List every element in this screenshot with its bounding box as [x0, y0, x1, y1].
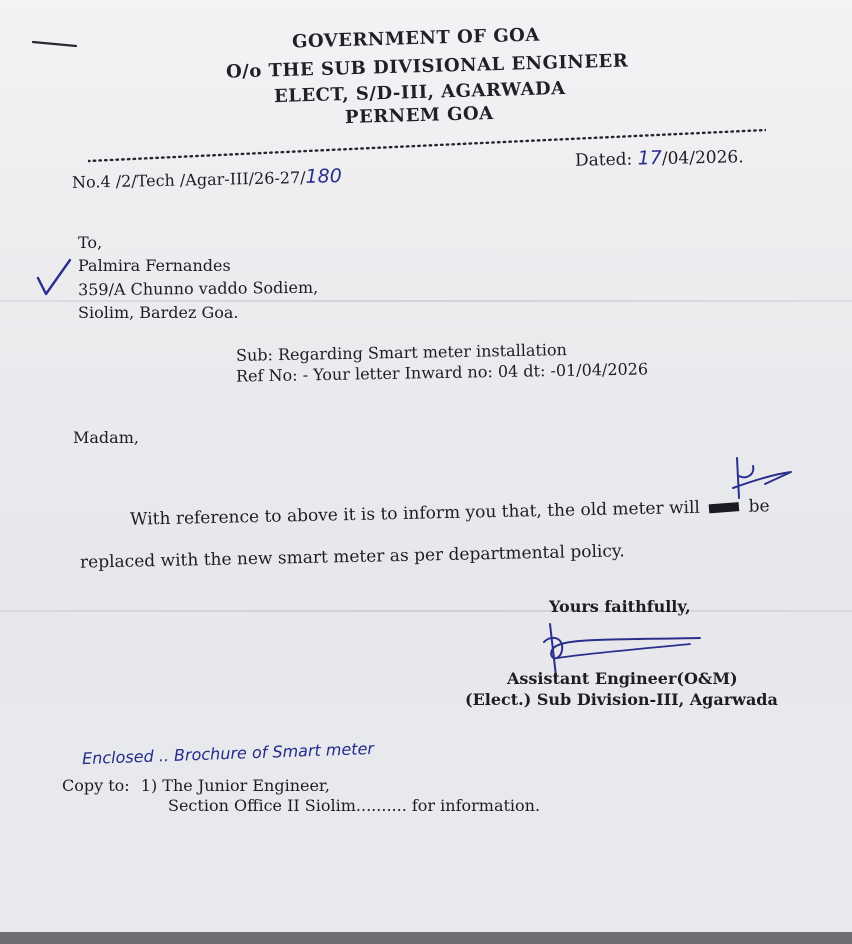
subject-ref: Ref No: - Your letter Inward no: 04 dt: -01/04/2026 — [235, 359, 649, 386]
addressee-name: Palmira Fernandes — [78, 256, 231, 275]
body-line-2: replaced with the new smart meter as per departmental policy. — [79, 541, 625, 573]
reference-number-handwritten: 180 — [305, 165, 343, 188]
body-line-1-start: With reference to above it is to inform you that, the old meter will — [129, 497, 701, 530]
copy-to-line1: 1) The Junior Engineer, — [140, 776, 330, 795]
pen-mark — [30, 36, 80, 52]
letterhead-line4: PERNEM GOA — [344, 102, 494, 129]
closing: Yours faithfully, — [549, 597, 691, 616]
checkmark-icon — [34, 256, 74, 300]
dated-handwritten-day: 17 — [637, 146, 663, 170]
reference-number — [72, 165, 342, 193]
dated — [575, 145, 744, 171]
paper-fold — [0, 610, 852, 612]
copy-to-line2: Section Office II Siolim.......... for information. — [168, 796, 541, 815]
dated-suffix: /04/2026. — [661, 147, 744, 169]
subject-line: Sub: Regarding Smart meter installation — [235, 340, 568, 365]
salutation: Madam, — [73, 428, 139, 447]
dated-label: Dated: — [574, 149, 638, 171]
signatory-office: (Elect.) Sub Division-III, Agarwada — [465, 690, 778, 709]
desk-edge — [0, 932, 852, 944]
body-line-1-end: be — [748, 496, 770, 517]
letterhead-line1: GOVERNMENT OF GOA — [291, 24, 541, 53]
copy-to — [62, 776, 330, 795]
letterhead-line3: ELECT, S/D-III, AGARWADA — [273, 77, 566, 108]
body-line-1 — [130, 496, 770, 529]
copy-to-label: Copy to: — [62, 776, 130, 795]
enclosure-note: Enclosed .. Brochure of Smart meter — [81, 738, 375, 769]
addressee-city: Siolim, Bardez Goa. — [78, 303, 239, 322]
reference-number-printed: No.4 /2/Tech /Agar-III/26-27/ — [71, 167, 306, 192]
addressee-to: To, — [78, 233, 103, 252]
initials-scribble — [725, 454, 800, 509]
letterhead-line2: O/o THE SUB DIVISIONAL ENGINEER — [225, 50, 629, 83]
signatory-title: Assistant Engineer(O&M) — [507, 669, 738, 688]
addressee-street: 359/A Chunno vaddo Sodiem, — [77, 277, 319, 300]
